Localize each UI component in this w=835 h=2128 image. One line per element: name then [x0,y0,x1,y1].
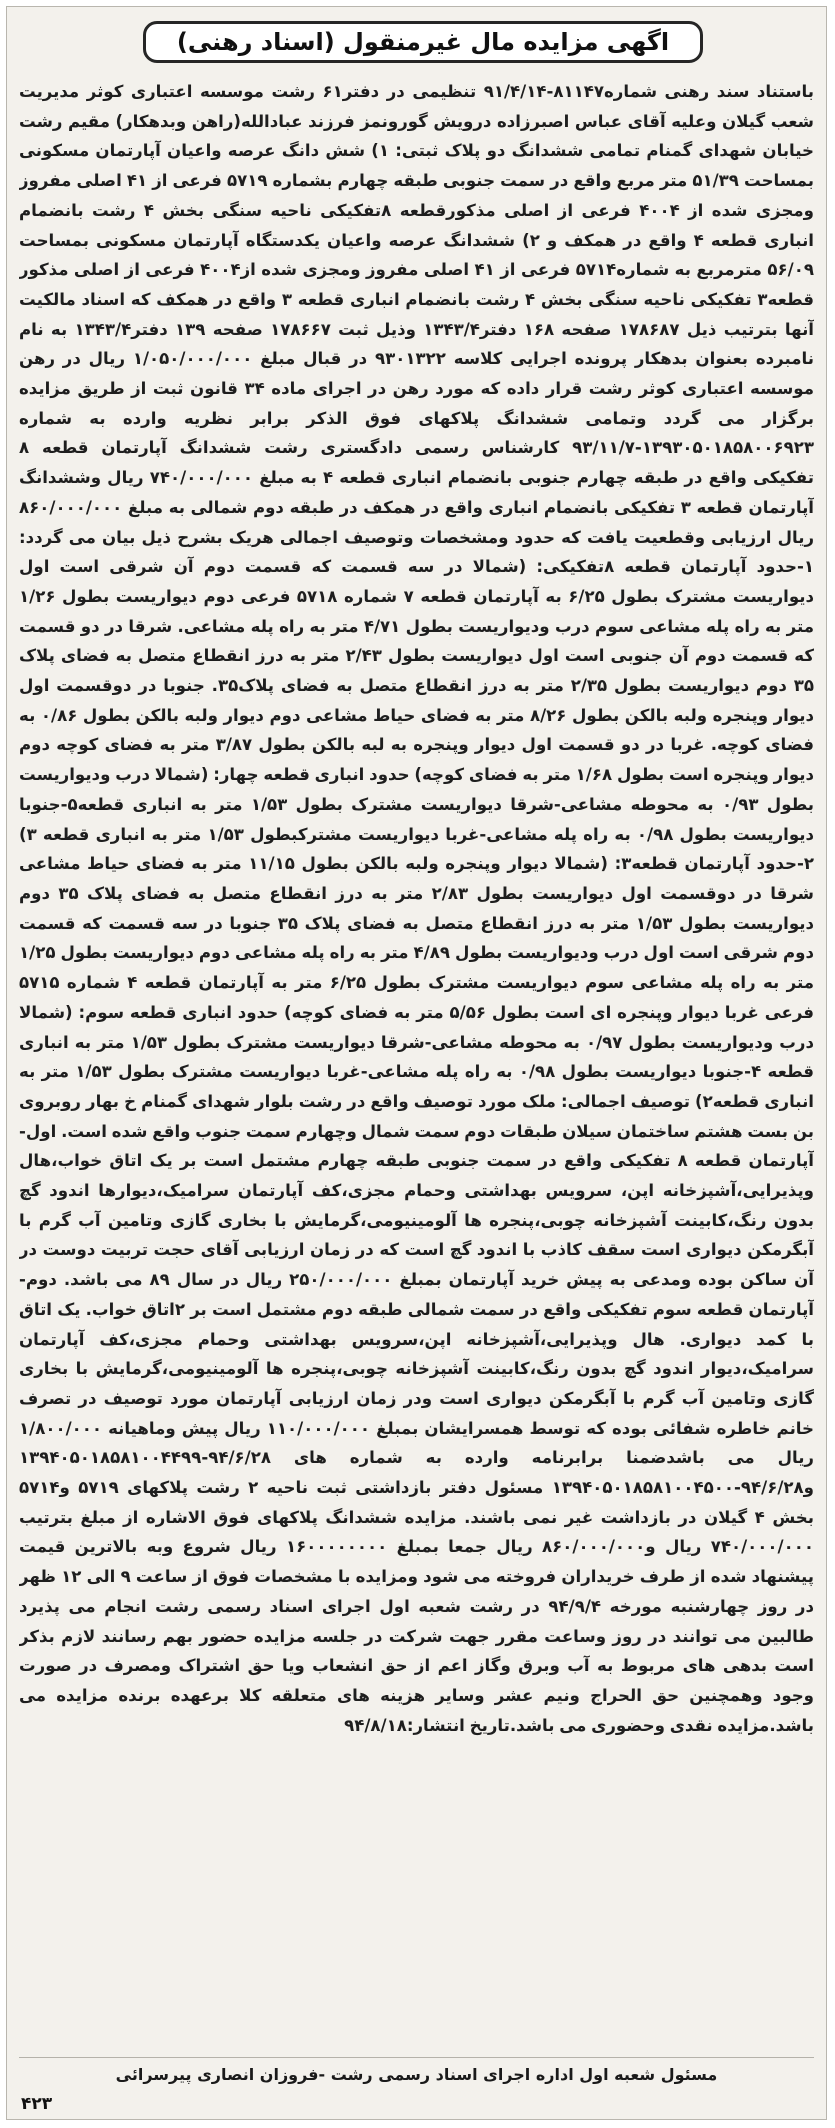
notice-title-box [143,21,703,63]
page-number: ۴۲۳ [21,2094,53,2114]
newspaper-clipping [6,6,827,2120]
notice-body [19,77,814,2062]
signature-text: مسئول شعبه اول اداره اجرای اسناد رسمی رشت -فروزان انصاری پیرسرائی [115,2064,718,2084]
notice-signature [19,2057,814,2090]
notice-title: اگهی مزایده مال غیرمنقول (اسناد رهنی) [176,28,670,56]
notice-paragraph: باستناد سند رهنی شماره۸۱۱۴۷-۹۱/۴/۱۴ تنظیمی در دفتر۶۱ رشت موسسه اعتباری کوثر مدیریت شعب گیلان وعلیه آقای عباس اصبرزاده درویش گورونمز فرزند عبادالله(راهن وبدهکار) مقیم رشت خیابان شهدای گمنام تمامی ششدانگ دو پلاک ثبتی: ۱) شش دانگ عرصه واعیان آپارتمان مسکونی بمساحت ۵۱/۳۹ متر مربع واقع در سمت جنوبی طبقه چهارم بشماره ۵۷۱۹ فرعی از ۴۱ اصلی مفروز ومجزی شده از ۴۰۰۴ فرعی از اصلی مذکورقطعه ۸تفکیکی ناحیه سنگی بخش ۴ رشت بانضمام انباری قطعه ۴ واقع در همکف و ۲) ششدانگ عرصه واعیان یکدستگاه آپارتمان مسکونی بمساحت ۵۶/۰۹ مترمربع به شماره۵۷۱۴ فرعی از ۴۱ اصلی مفروز ومجزی شده از۴۰۰۴ فرعی از اصلی مذکور قطعه۳ تفکیکی ناحیه سنگی بخش ۴ رشت بانضمام انباری قطعه ۳ واقع در همکف که اسناد مالکیت آنها بترتیب ذیل ۱۷۸۶۸۷ صفحه ۱۶۸ دفتر۱۳۴۳/۴ وذیل ثبت ۱۷۸۶۶۷ صفحه ۱۳۹ دفتر۱۳۴۳/۴ به نام نامبرده بعنوان بدهکار پرونده اجرایی کلاسه ۹۳۰۱۳۲۲ در قبال مبلغ ۱/۰۵۰/۰۰۰/۰۰۰ ریال در رهن موسسه اعتباری کوثر رشت قرار داده که مورد رهن در اجرای ماده ۳۴ قانون ثبت از طریق مزایده برگزار می گردد وتمامی ششدانگ پلاکهای فوق الذکر برابر نظریه وارده به شماره ۱۳۹۳۰۵۰۱۸۵۸۰۰۶۹۲۳-۹۳/۱۱/۷ کارشناس رسمی دادگستری رشت ششدانگ آپارتمان قطعه ۸ تفکیکی واقع در طبقه چهارم جنوبی بانضمام انباری قطعه ۴ به مبلغ ۷۴۰/۰۰۰/۰۰۰ ریال وششدانگ آپارتمان قطعه ۳ تفکیکی بانضمام انباری واقع در همکف در طبقه دوم شمالی به مبلغ ۸۶۰/۰۰۰/۰۰۰ ریال ارزیابی وقطعیت یافت که حدود ومشخصات وتوصیف اجمالی هریک بشرح ذیل بیان می گردد: ۱-حدود آپارتمان قطعه ۸تفکیکی: (شمالا در سه قسمت که قسمت دوم آن شرقی است اول دیواریست مشترک بطول ۶/۲۵ به آپارتمان قطعه ۷ شماره ۵۷۱۸ فرعی دوم دیواریست بطول ۱/۲۶ متر به راه پله مشاعی سوم درب ودیواریست بطول ۴/۷۱ متر به راه پله مشاعی. شرقا در دو قسمت که قسمت دوم آن جنوبی است اول دیواریست بطول ۲/۴۳ متر به درز انقطاع متصل به فضای پلاک ۳۵ دوم دیواریست بطول ۲/۳۵ متر به درز انقطاع متصل به فضای پلاک۳۵. جنوبا در دوقسمت اول دیوار وپنجره ولبه بالکن بطول ۸/۲۶ متر به فضای حیاط مشاعی دوم دیوار ولبه بالکن بطول ۰/۸۶ به فضای کوچه. غربا در دو قسمت اول دیوار وپنجره به لبه بالکن بطول ۳/۸۷ متر به فضای کوچه دوم دیوار وپنجره است بطول ۱/۶۸ متر به فضای کوچه) حدود انباری قطعه چهار: (شمالا درب ودیواریست بطول ۰/۹۳ به محوطه مشاعی-شرقا دیواریست مشترک بطول ۱/۵۳ متر به انباری قطعه۵-جنوبا دیواریست بطول ۰/۹۸ به راه پله مشاعی-غربا دیواریست مشترکبطول ۱/۵۳ متر به انباری قطعه ۳) ۲-حدود آپارتمان قطعه۳: (شمالا دیوار وپنجره ولبه بالکن بطول ۱۱/۱۵ متر به فضای حیاط مشاعی شرقا در دوقسمت اول دیواریست بطول ۲/۸۳ متر به درز انقطاع متصل به فضای پلاک ۳۵ دوم دیواریست بطول ۱/۵۳ متر به درز انقطاع متصل به فضای پلاک ۳۵ جنوبا در سه قسمت که قسمت دوم شرقی است اول درب ودیواریست بطول ۴/۸۹ متر به راه پله مشاعی دوم دیواریست بطول ۱/۲۵ متر به راه پله مشاعی سوم دیواریست مشترک بطول ۶/۲۵ متر به آپارتمان قطعه ۴ شماره ۵۷۱۵ فرعی غربا دیوار وپنجره ای است بطول ۵/۵۶ متر به فضای کوچه) حدود انباری قطعه سوم: (شمالا درب ودیواریست بطول ۰/۹۷ به محوطه مشاعی-شرقا دیواریست مشترک بطول ۱/۵۳ متر به انباری قطعه ۴-جنوبا دیواریست بطول ۰/۹۸ به راه پله مشاعی-غربا دیواریست مشترک بطول ۱/۵۳ متر به انباری قطعه۲) توصیف اجمالی: ملک مورد توصیف واقع در رشت بلوار شهدای گمنام خ بهار روبروی بن بست هشتم ساختمان سیلان طبقات دوم سمت شمال وچهارم سمت جنوب واقع شده است. اول- آپارتمان قطعه ۸ تفکیکی واقع در سمت جنوبی طبقه چهارم مشتمل است بر یک اتاق خواب،هال وپذیرایی،آشپزخانه اپن، سرویس بهداشتی وحمام مجزی،کف آپارتمان سرامیک،دیوارها اندود گچ بدون رنگ،کابینت آشپزخانه چوبی،پنجره ها آلومینیومی،گرمایش با بخاری گازی وتامین آب گرم با آبگرمکن دیواری است سقف کاذب با اندود گچ است که در زمان ارزیابی آقای حجت تربیت دوست در آن ساکن بوده ومدعی به پیش خرید آپارتمان بمبلغ ۲۵۰/۰۰۰/۰۰۰ ریال در سال ۸۹ می باشد. دوم- آپارتمان قطعه سوم تفکیکی واقع در سمت شمالی طبقه دوم مشتمل است بر ۲اتاق خواب. یک اتاق با کمد دیواری. هال وپذیرایی،آشپزخانه اپن،سرویس بهداشتی وحمام مجزی،کف آپارتمان سرامیک،دیوار اندود گچ بدون رنگ،کابینت آشپزخانه چوبی،پنجره ها آلومینیومی،گرمایش با بخاری گازی وتامین آب گرم با آبگرمکن دیواری است ودر زمان ارزیابی آپارتمان مورد توصیف در تصرف خانم خاطره شفائی بوده که توسط همسرایشان بمبلغ ۱۱۰/۰۰۰/۰۰۰ ریال پیش وماهیانه ۱/۸۰۰/۰۰۰ ریال می باشدضمنا برابرنامه وارده به شماره های ۹۴/۶/۲۸-۱۳۹۴۰۵۰۱۸۵۸۱۰۰۴۴۹۹ و۹۴/۶/۲۸-۱۳۹۴۰۵۰۱۸۵۸۱۰۰۴۵۰۰ مسئول دفتر بازداشتی ثبت ناحیه ۲ رشت پلاکهای ۵۷۱۹ و۵۷۱۴ بخش ۴ گیلان در بازداشت غیر نمی باشند. مزایده ششدانگ پلاکهای فوق الاشاره از مبلغ بترتیب ۷۴۰/۰۰۰/۰۰۰ ریال و۸۶۰/۰۰۰/۰۰۰ ریال جمعا بمبلغ ۱۶۰۰۰۰۰۰۰۰ ریال شروع وبه بالاترین قیمت پیشنهاد شده از طرف خریداران فروخته می شود ومزایده با مشخصات فوق از ساعت ۹ الی ۱۲ ظهر در روز چهارشنبه مورخه ۹۴/۹/۴ در رشت شعبه اول اجرای اسناد رسمی رشت انجام می پذیرد طالبین می توانند در روز وساعت مقرر جهت شرکت در جلسه مزایده حضور بهم رسانند لازم بذکر است بدهی های مربوط به آب وبرق وگاز اعم از حق انشعاب ویا حق اشتراک ومصرف در صورت وجود وهمچنین حق الحراج ونیم عشر وسایر هزینه های متعلقه کلا برعهده برنده مزایده می باشد.مزایده نقدی وحضوری می باشد.تاریخ انتشار:۹۴/۸/۱۸ [19,82,814,1735]
